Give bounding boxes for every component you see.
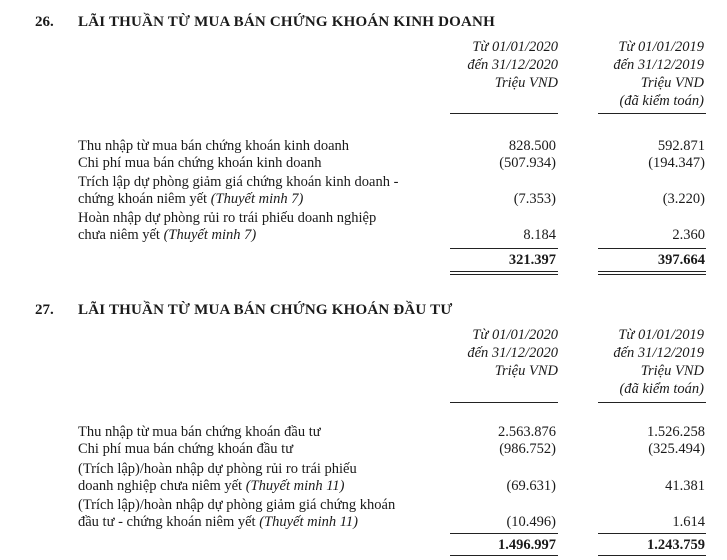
- section-number: 27.: [35, 302, 54, 318]
- total-double-rule: [598, 274, 706, 275]
- subtotal-rule: [598, 533, 706, 534]
- subtotal-rule: [450, 248, 558, 249]
- column-header-2020: Từ 01/01/2020 đến 31/12/2020 Triệu VND: [467, 327, 558, 379]
- column-header-2020: Từ 01/01/2020 đến 31/12/2020 Triệu VND: [467, 39, 558, 91]
- header-underline: [450, 113, 558, 114]
- header-underline: [598, 402, 706, 403]
- total-double-rule: [598, 555, 706, 556]
- header-underline: [450, 402, 558, 403]
- subtotal-rule: [450, 533, 558, 534]
- section-title: LÃI THUẦN TỪ MUA BÁN CHỨNG KHOÁN KINH DOANH: [78, 14, 495, 30]
- column-header-2019: Từ 01/01/2019 đến 31/12/2019 Triệu VND (đã kiểm toán): [613, 327, 704, 397]
- total-double-rule: [450, 555, 558, 556]
- total-double-rule: [598, 271, 706, 272]
- section-number: 26.: [35, 14, 54, 30]
- total-double-rule: [450, 274, 558, 275]
- subtotal-rule: [598, 248, 706, 249]
- total-double-rule: [450, 271, 558, 272]
- column-header-2019: Từ 01/01/2019 đến 31/12/2019 Triệu VND (đã kiểm toán): [613, 39, 704, 109]
- header-underline: [598, 113, 706, 114]
- section-title: LÃI THUẦN TỪ MUA BÁN CHỨNG KHOÁN ĐẦU TƯ: [78, 302, 453, 318]
